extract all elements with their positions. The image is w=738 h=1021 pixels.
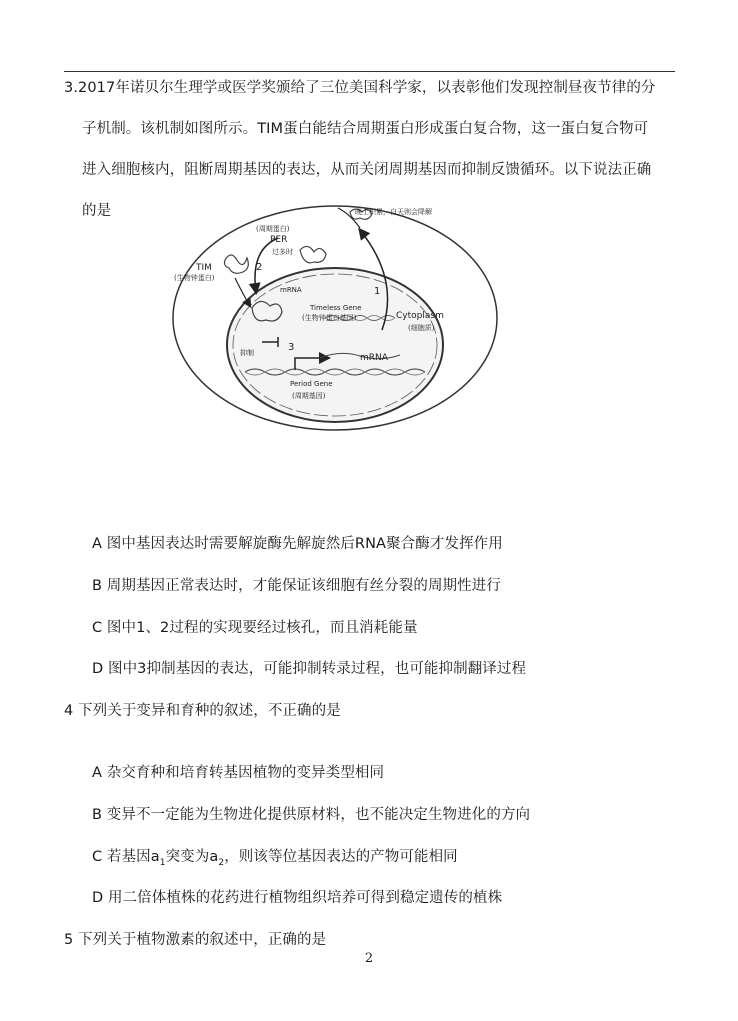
fig-per-cn: (周期蛋白) xyxy=(256,225,290,233)
circadian-diagram xyxy=(160,200,500,440)
fig-overmany: 过多时 xyxy=(272,248,293,256)
fig-mrna-small: mRNA xyxy=(280,286,302,294)
header-rule xyxy=(64,71,675,72)
fig-timeless-cn: (生物钟蛋白基因) xyxy=(302,314,357,322)
q4-stem: 4 下列关于变异和育种的叙述，不正确的是 xyxy=(64,703,341,719)
q4-option-a: A 杂交育种和培育转基因植物的变异类型相同 xyxy=(92,765,385,781)
q4-option-c-mid: 突变为a xyxy=(165,849,219,865)
fig-mrna: mRNA xyxy=(360,353,388,363)
q3-option-d: D 图中3抑制基因的表达，可能抑制转录过程，也可能抑制翻译过程 xyxy=(92,661,527,677)
q3-stem-line1: 3.2017年诺贝尔生理学或医学奖颁给了三位美国科学家，以表彰他们发现控制昼夜节律的分 xyxy=(64,80,656,96)
page-number: 2 xyxy=(364,951,374,966)
q3-stem-line2: 子机制。该机制如图所示。TIM蛋白能结合周期蛋白形成蛋白复合物，这一蛋白复合物可 xyxy=(82,121,649,137)
q5-stem: 5 下列关于植物激素的叙述中，正确的是 xyxy=(64,932,327,948)
fig-period-gene: Period Gene xyxy=(290,380,333,388)
q3-option-c: C 图中1、2过程的实现要经过核孔，而且消耗能量 xyxy=(92,620,418,636)
fig-cytoplasm: Cytoplasm xyxy=(396,311,444,321)
fig-num-3: 3 xyxy=(288,342,295,353)
q4-option-b: B 变异不一定能为生物进化提供原材料，也不能决定生物进化的方向 xyxy=(92,807,531,823)
q3-stem-line4: 的是 xyxy=(82,203,112,219)
q4-option-d: D 用二倍体植株的花药进行植物组织培养可得到稳定遗传的植株 xyxy=(92,890,503,906)
fig-top-note: 晚上积累，白天则会降解 xyxy=(355,208,432,216)
q4-option-c-sub1: 1 xyxy=(159,857,166,868)
fig-period-cn: (周期基因) xyxy=(292,392,326,400)
fig-num-1: 1 xyxy=(374,286,381,297)
q4-option-c-pre: C 若基因a xyxy=(92,849,160,865)
fig-inhibit: 抑制 xyxy=(240,349,254,357)
q4-option-c xyxy=(92,845,458,868)
fig-per: PER xyxy=(270,235,288,245)
q4-option-c-post: ，则该等位基因表达的产物可能相同 xyxy=(224,849,458,865)
fig-tim-cn: (生物钟蛋白) xyxy=(174,274,215,282)
q3-stem-line3: 进入细胞核内，阻断周期基因的表达，从而关闭周期基因而抑制反馈循环。以下说法正确 xyxy=(82,162,652,178)
fig-cytoplasm-cn: (细胞质) xyxy=(408,324,435,332)
q3-option-b: B 周期基因正常表达时，才能保证该细胞有丝分裂的周期性进行 xyxy=(92,578,501,594)
fig-num-2: 2 xyxy=(256,262,263,273)
q3-option-a: A 图中基因表达时需要解旋酶先解旋然后RNA聚合酶才发挥作用 xyxy=(92,536,503,552)
q4-option-c-sub2: 2 xyxy=(218,857,225,868)
fig-timeless-gene: Timeless Gene xyxy=(310,304,362,312)
nucleus-envelope xyxy=(227,268,443,422)
fig-tim: TIM xyxy=(196,263,212,273)
